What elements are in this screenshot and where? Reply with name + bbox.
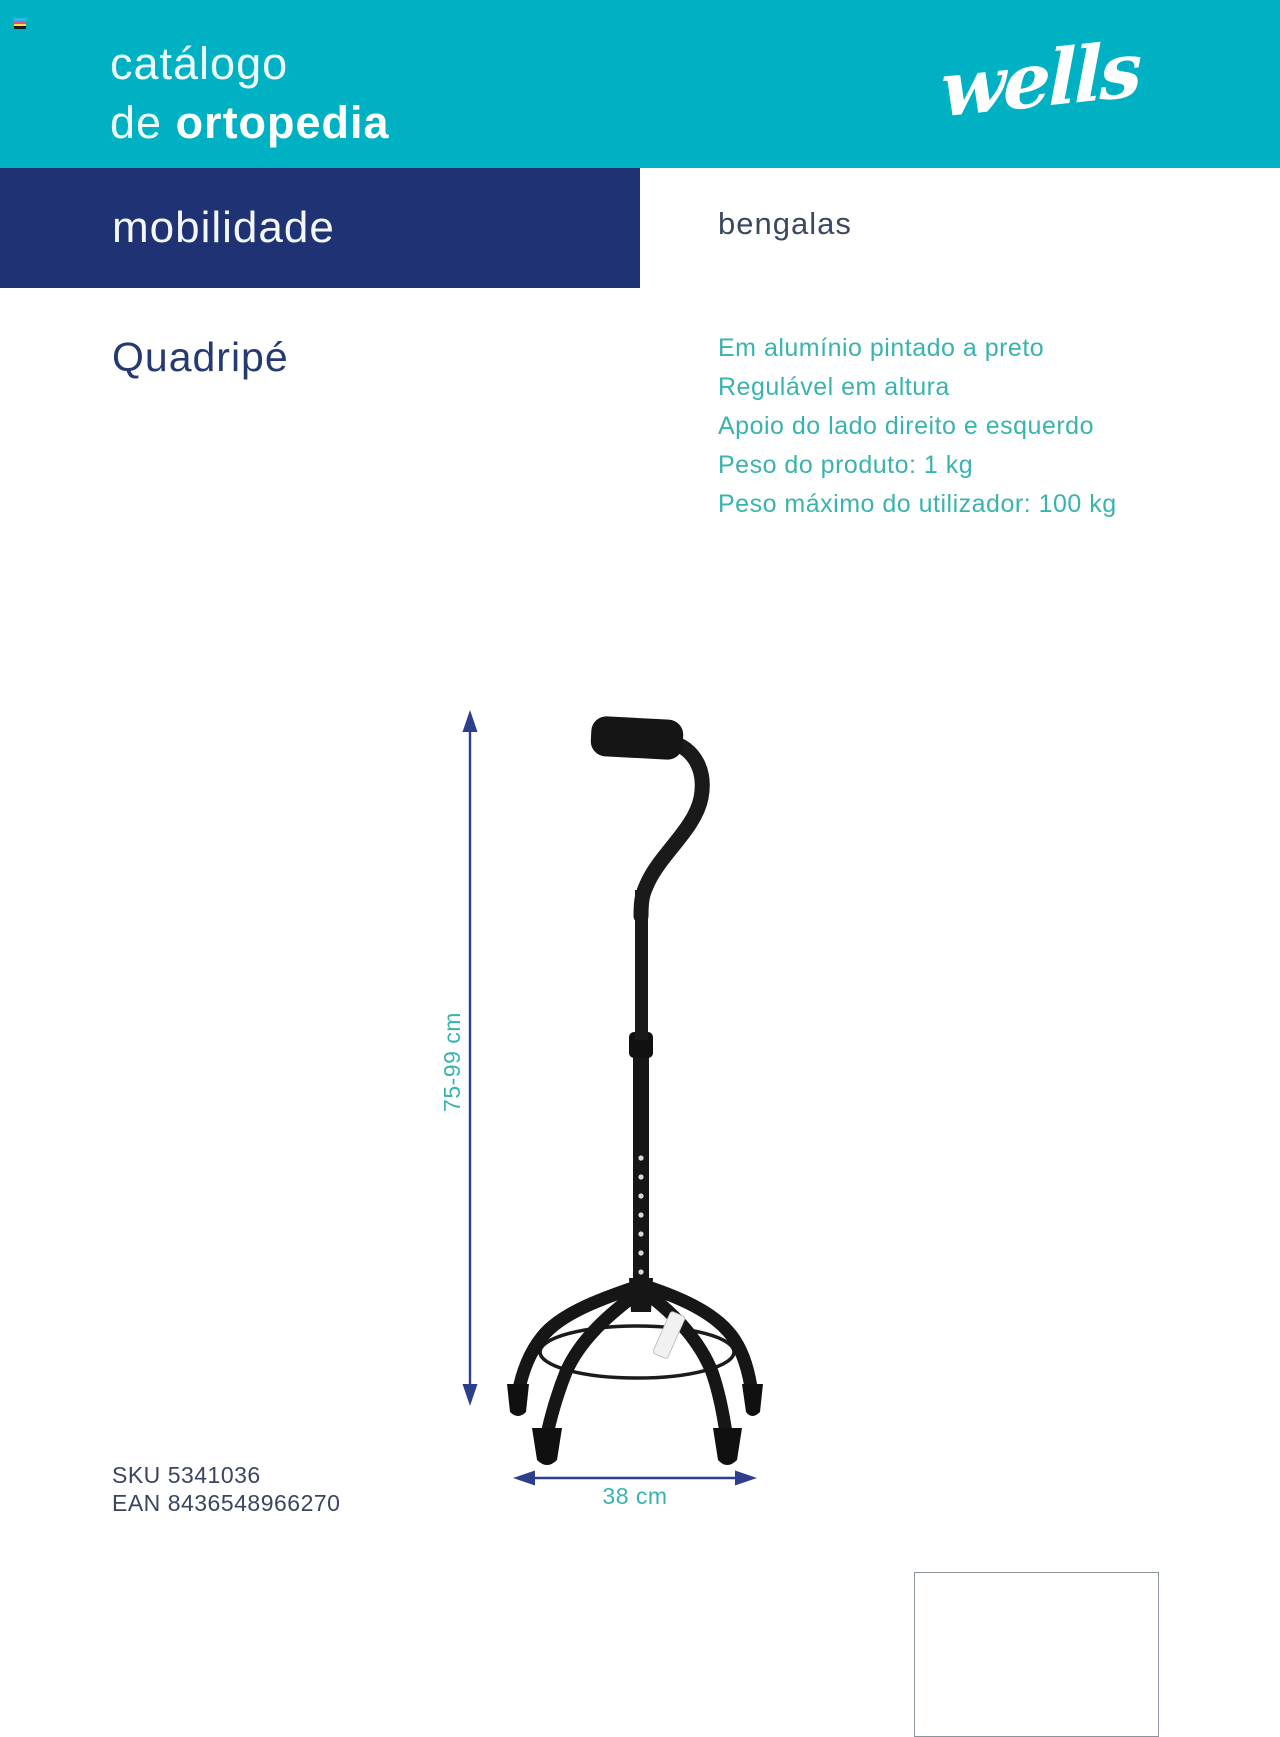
feature-item: Regulável em altura <box>718 373 950 401</box>
category-label: mobilidade <box>112 203 335 252</box>
feature-item: Apoio do lado direito e esquerdo <box>718 412 1094 440</box>
product-name: Quadripé <box>112 334 289 380</box>
subcategory-label: bengalas <box>718 206 852 241</box>
ean-value: 8436548966270 <box>167 1490 341 1516</box>
placeholder-box <box>914 1572 1159 1737</box>
wells-logo: wells <box>940 24 1140 135</box>
ean-line <box>112 1489 340 1517</box>
sku-ean-block <box>112 1461 340 1517</box>
ean-label: EAN <box>112 1490 161 1516</box>
feature-item: Peso máximo do utilizador: 100 kg <box>718 490 1117 518</box>
quad-cane-drawing <box>507 716 763 1465</box>
sku-value: 5341036 <box>167 1462 261 1488</box>
feature-item: Peso do produto: 1 kg <box>718 451 974 479</box>
height-dimension-label: 75-99 cm <box>439 1012 465 1112</box>
sku-label: SKU <box>112 1462 161 1488</box>
sku-line <box>112 1461 340 1489</box>
feature-item: Em alumínio pintado a preto <box>718 334 1045 362</box>
catalog-title-line1: catálogo <box>110 38 289 89</box>
catalog-title-line2: de ortopedia <box>110 97 390 148</box>
width-dimension-label: 38 cm <box>602 1483 668 1509</box>
